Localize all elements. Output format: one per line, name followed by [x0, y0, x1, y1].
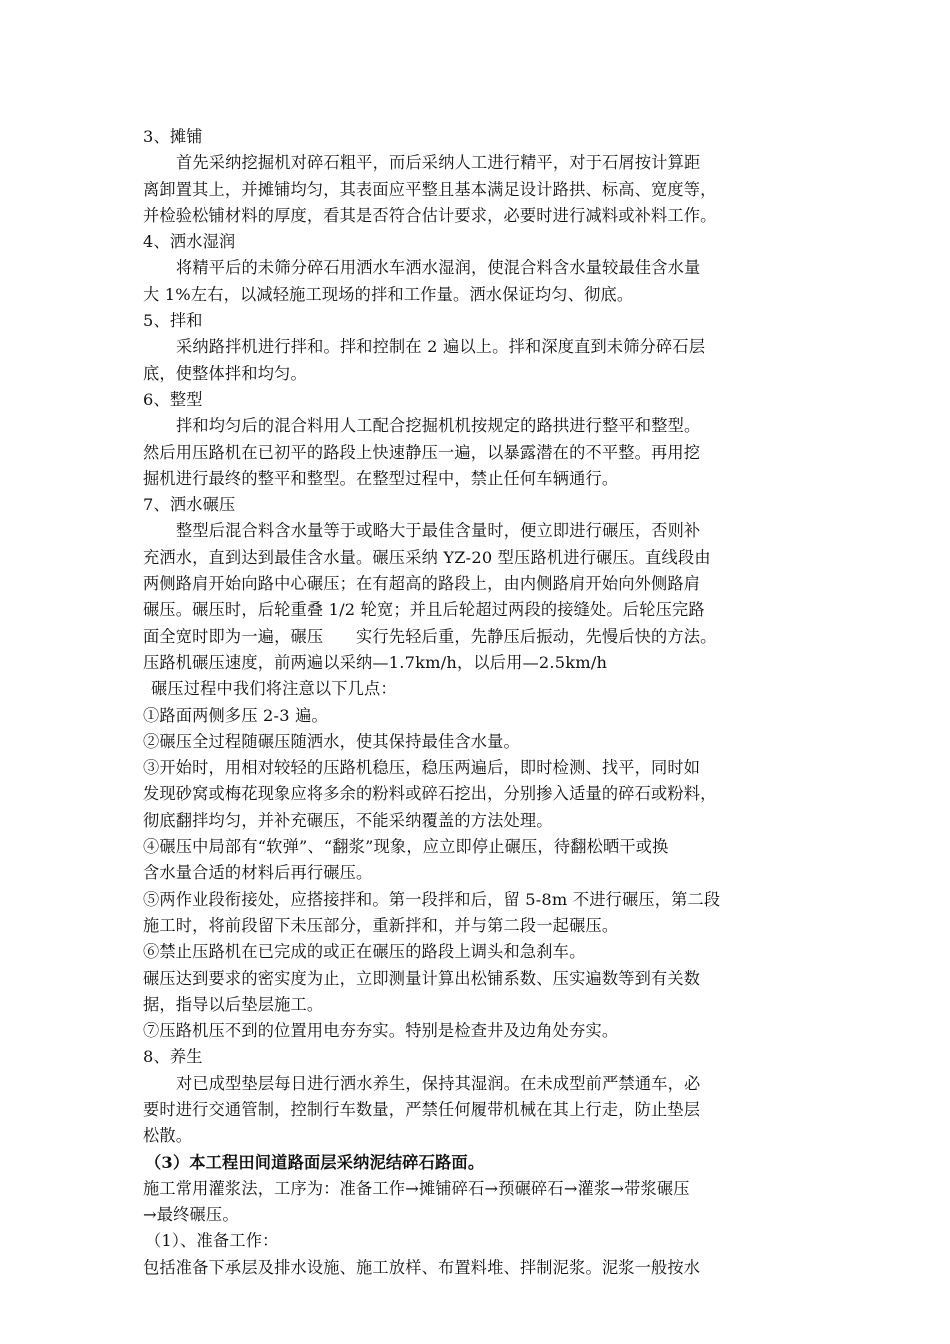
list-item-continuation: 彻底翻拌均匀，并补充碾压，不能采纳覆盖的方法处理。	[143, 810, 553, 830]
list-item: ④碾压中局部有“软弹”、“翻浆”现象，应立即停止碾压，待翻松晒干或换	[143, 837, 669, 857]
section-heading-spreading: 3、摊铺	[143, 127, 203, 146]
list-item-continuation: 发现砂窝或梅花现象应将多余的粉料或碎石挖出，分别掺入适量的碎石或粉料，	[143, 784, 717, 804]
body-line: 拌和均匀后的混合料用人工配合挖掘机机按规定的路拱进行整平和整型。	[176, 416, 701, 436]
body-line: 充洒水，直到达到最佳含水量。碾压采纳 YZ-20 型压路机进行碾压。直线段由	[143, 547, 711, 567]
body-line: 松散。	[143, 1126, 193, 1146]
body-line: →最终碾压。	[143, 1205, 239, 1225]
body-line: 碾压过程中我们将注意以下几点：	[151, 679, 397, 699]
body-line: 面全宽时即为一遍，碾压 实行先轻后重，先静压后振动，先慢后快的方法。	[143, 626, 717, 646]
section-heading-mixing: 5、拌和	[143, 311, 203, 331]
list-item-continuation: 含水量合适的材料后再行碾压。	[143, 863, 373, 883]
body-line: 掘机进行最终的整平和整型。在整型过程中，禁止任何车辆通行。	[143, 468, 619, 488]
list-item: ⑤两作业段衔接处，应搭接拌和。第一段拌和后，留 5-8m 不进行碾压，第二段	[143, 889, 721, 909]
section-heading-shaping: 6、整型	[143, 389, 203, 409]
body-line: 整型后混合料含水量等于或略大于最佳含量时，便立即进行碾压，否则补	[176, 521, 701, 541]
body-line: 大 1%左右，以减轻施工现场的拌和工作量。洒水保证均匀、彻底。	[143, 284, 634, 304]
list-item: ⑥禁止压路机在已完成的或正在碾压的路段上调头和急刹车。	[143, 942, 586, 962]
body-line: 要时进行交通管制，控制行车数量，严禁任何履带机械在其上行走，防止垫层	[143, 1099, 701, 1119]
subheading-preparation: （1）、准备工作：	[145, 1231, 279, 1251]
body-line: 碾压达到要求的密实度为止，立即测量计算出松铺系数、压实遍数等到有关数	[143, 968, 701, 988]
body-line: 两侧路肩开始向路中心碾压；在有超高的路段上，由内侧路肩开始向外侧路肩	[143, 574, 701, 594]
body-line: 将精平后的未筛分碎石用洒水车洒水湿润，使混合料含水量较最佳含水量	[176, 258, 701, 278]
body-line: 底，使整体拌和均匀。	[143, 363, 307, 383]
body-line: 施工常用灌浆法，工序为：准备工作→摊铺碎石→预碾碎石→灌浆→带浆碾压	[143, 1178, 690, 1198]
body-line: 压路机碾压速度，前两遍以采纳—1.7km/h，以后用—2.5km/h	[143, 652, 608, 672]
body-line: 并检验松铺材料的厚度，看其是否符合估计要求，必要时进行减料或补料工作。	[143, 205, 717, 225]
body-line: 采纳路拌机进行拌和。拌和控制在 2 遍以上。拌和深度直到未筛分碎石层	[176, 337, 706, 357]
document-page	[143, 124, 823, 1281]
section-heading-curing: 8、养生	[143, 1047, 203, 1067]
list-item: ①路面两侧多压 2-3 遍。	[143, 705, 328, 725]
bold-heading-surface-layer: （3）本工程田间道路面层采纳泥结碎石路面。	[145, 1152, 485, 1172]
section-heading-watering: 4、洒水湿润	[143, 232, 236, 252]
section-heading-rolling: 7、洒水碾压	[143, 495, 236, 515]
body-line: 离卸置其上，并摊铺均匀，其表面应平整且基本满足设计路拱、标高、宽度等，	[143, 179, 717, 199]
list-item: ③开始时，用相对较轻的压路机稳压，稳压两遍后，即时检测、找平，同时如	[143, 758, 701, 778]
list-item-continuation: 施工时，将前段留下未压部分，重新拌和，并与第二段一起碾压。	[143, 915, 619, 935]
body-line: 碾压。碾压时，后轮重叠 1/2 轮宽；并且后轮超过两段的接缝处。后轮压完路	[143, 600, 705, 620]
body-line: 包括准备下承层及排水设施、施工放样、布置料堆、拌制泥浆。泥浆一般按水	[143, 1257, 701, 1277]
list-item: ⑦压路机压不到的位置用电夯夯实。特别是检查井及边角处夯实。	[143, 1021, 619, 1041]
body-line: 对已成型垫层每日进行洒水养生，保持其湿润。在未成型前严禁通车，必	[176, 1073, 701, 1093]
list-item: ②碾压全过程随碾压随洒水，使其保持最佳含水量。	[143, 731, 520, 751]
body-line: 首先采纳挖掘机对碎石粗平，而后采纳人工进行精平，对于石屑按计算距	[176, 153, 701, 173]
body-line: 然后用压路机在已初平的路段上快速静压一遍，以暴露潜在的不平整。再用挖	[143, 442, 701, 462]
body-line: 据，指导以后垫层施工。	[143, 994, 324, 1014]
